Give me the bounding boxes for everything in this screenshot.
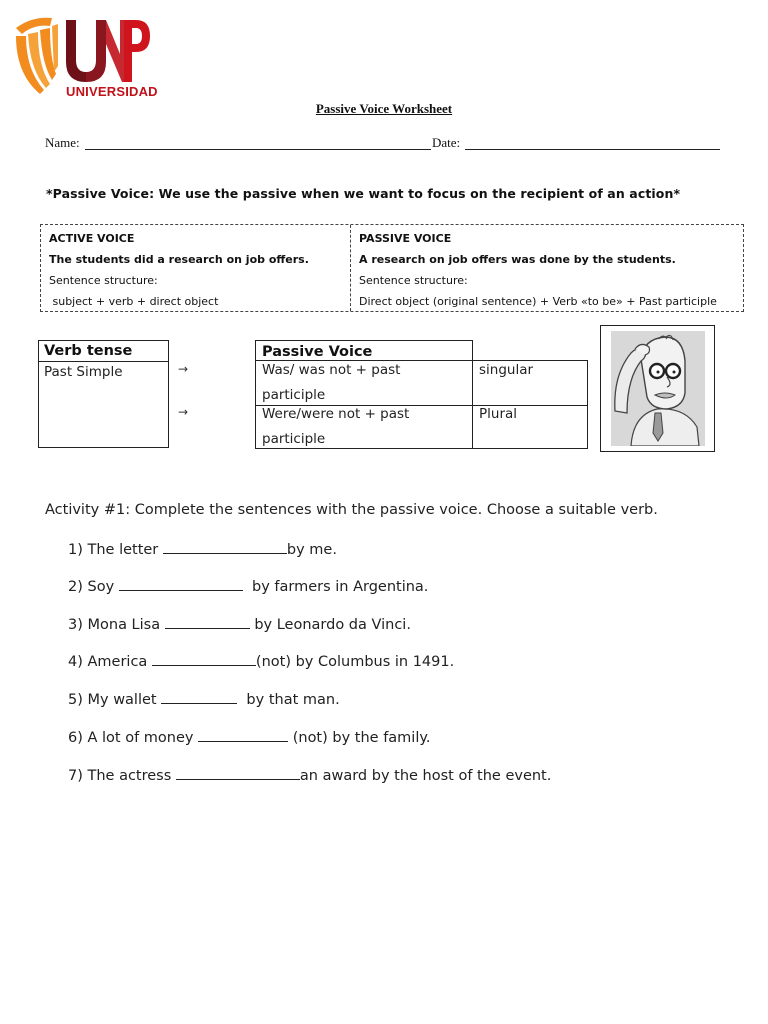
university-wordmark: UNIVERSIDAD	[66, 84, 158, 99]
question-text: (not) by the family.	[288, 730, 431, 746]
answer-blank[interactable]	[176, 766, 300, 780]
passive-voice-table	[255, 360, 588, 449]
voice-comparison-table	[40, 224, 744, 312]
question-2	[68, 577, 428, 595]
form-line: participle	[262, 387, 326, 403]
question-text: 2) Soy	[68, 579, 119, 595]
question-text: 3) Mona Lisa	[68, 617, 165, 633]
question-text: by me.	[286, 542, 337, 558]
form-line: Were/were not + past	[262, 406, 410, 422]
passive-voice-header: Passive Voice	[255, 340, 473, 361]
question-text: 7) The actress	[68, 768, 176, 784]
answer-blank[interactable]	[152, 652, 256, 666]
number-singular: singular	[479, 362, 534, 378]
question-3	[68, 615, 411, 633]
question-text: by that man.	[237, 692, 340, 708]
active-voice-column	[49, 228, 309, 312]
answer-blank[interactable]	[163, 540, 287, 554]
question-7	[68, 766, 551, 784]
arrow-right-icon: →	[178, 405, 189, 419]
active-heading: ACTIVE VOICE	[49, 232, 135, 245]
date-field[interactable]	[465, 149, 720, 150]
form-line: Was/ was not + past	[262, 362, 401, 378]
activity-instructions: Activity #1: Complete the sentences with the passive voice. Choose a suitable verb.	[45, 502, 658, 518]
worksheet-title: Passive Voice Worksheet	[315, 101, 453, 116]
passive-example: A research on job offers was done by the students.	[359, 253, 676, 266]
question-text: an award by the host of the event.	[299, 768, 552, 784]
date-label: Date:	[432, 135, 461, 150]
form-line: participle	[262, 431, 326, 447]
answer-blank[interactable]	[161, 690, 237, 704]
question-1	[68, 540, 337, 558]
active-example: The students did a research on job offers.	[49, 253, 309, 266]
name-label: Name:	[45, 135, 80, 150]
question-text: 1) The letter	[68, 542, 163, 558]
active-structure: subject + verb + direct object	[49, 295, 219, 308]
question-text: (not) by Columbus in 1491.	[255, 654, 455, 670]
cartoon-character-thinking-icon	[611, 331, 705, 446]
column-divider	[350, 225, 351, 311]
name-field[interactable]	[85, 149, 431, 150]
question-6	[68, 728, 430, 746]
name-date-row	[45, 135, 735, 153]
passive-form-singular	[262, 358, 400, 408]
unp-letters	[66, 20, 150, 82]
answer-blank[interactable]	[165, 615, 250, 629]
verb-tense-value: Past Simple	[44, 364, 123, 380]
question-text: 6) A lot of money	[68, 730, 199, 746]
passive-structure: Direct object (original sentence) + Verb «to be» + Past participle	[359, 295, 717, 308]
passive-heading: PASSIVE VOICE	[359, 232, 452, 245]
answer-blank[interactable]	[119, 577, 243, 591]
passive-definition: *Passive Voice: We use the passive when we want to focus on the recipient of an action*	[46, 186, 681, 201]
question-text: by Leonardo da Vinci.	[249, 617, 411, 633]
verb-tense-box	[38, 340, 169, 448]
passive-structure-label: Sentence structure:	[359, 274, 468, 287]
active-structure-label: Sentence structure:	[49, 274, 158, 287]
number-plural: Plural	[479, 406, 518, 422]
arrow-right-icon: →	[178, 362, 189, 376]
passive-voice-column	[359, 228, 717, 312]
passive-form-plural	[262, 402, 409, 452]
question-text: 4) America	[68, 654, 152, 670]
answer-blank[interactable]	[198, 728, 288, 742]
question-text: 5) My wallet	[68, 692, 162, 708]
question-5	[68, 690, 340, 708]
shield-icon	[16, 18, 58, 94]
question-text: by farmers in Argentina.	[242, 579, 429, 595]
question-4	[68, 652, 454, 670]
verb-tense-header: Verb tense	[39, 341, 168, 362]
column-divider	[472, 361, 473, 448]
